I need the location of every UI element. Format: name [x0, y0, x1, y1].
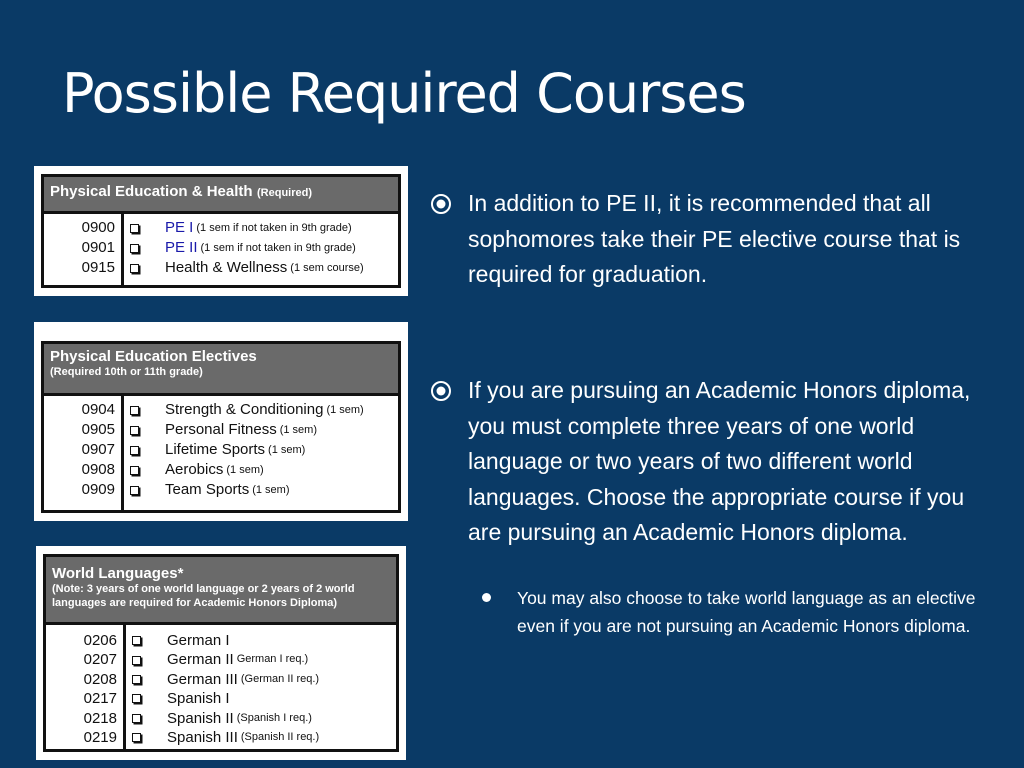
course-row — [132, 689, 396, 708]
course-code: 0218 — [83, 709, 117, 727]
course-note: (1 sem) — [326, 404, 364, 416]
course-name: Personal Fitness — [165, 421, 277, 438]
course-note: (1 sem) — [268, 444, 306, 456]
course-note: (1 sem course) — [290, 262, 364, 274]
course-row — [132, 670, 396, 689]
course-name: Lifetime Sports — [165, 441, 266, 458]
checkbox-icon — [130, 224, 139, 233]
course-name: Aerobics — [165, 461, 224, 478]
course-code: 0915 — [81, 259, 115, 276]
course-code: 0908 — [81, 461, 115, 478]
bullet-item — [430, 373, 990, 551]
course-name: German II — [167, 651, 234, 669]
course-name: Strength & Conditioning — [165, 401, 324, 418]
bullet-item — [430, 186, 990, 293]
checkbox-icon — [130, 446, 139, 455]
sub-bullet-item — [482, 585, 982, 640]
course-code: 0206 — [83, 632, 117, 649]
sub-bullet-text: You may also choose to take world language as an elective even if you are not pursuing an Academic Honors diploma. — [517, 588, 976, 636]
checkbox-icon — [132, 694, 141, 703]
checkbox-icon — [132, 733, 141, 742]
course-code: 0207 — [83, 651, 117, 669]
course-row — [130, 420, 398, 440]
world-languages-card — [36, 546, 406, 760]
pe-health-header-title: Physical Education & Health — [50, 183, 253, 200]
course-row — [130, 238, 398, 258]
course-note: German I req.) — [236, 653, 309, 666]
course-row — [130, 218, 398, 238]
course-row — [132, 728, 396, 747]
course-code: 0909 — [81, 481, 115, 498]
course-row — [132, 650, 396, 669]
checkbox-icon — [130, 264, 139, 273]
course-code: 0900 — [81, 219, 115, 236]
course-row — [130, 460, 398, 480]
checkbox-icon — [130, 486, 139, 495]
course-name: PE I — [165, 219, 194, 236]
course-row — [130, 258, 398, 278]
course-code: 0901 — [81, 239, 115, 256]
course-note: (Spanish I req.) — [236, 711, 312, 724]
pe-electives-courses — [124, 396, 398, 510]
pe-electives-header — [44, 344, 398, 396]
world-languages-header-note: languages are required for Academic Honors Diploma) — [52, 597, 338, 609]
pe-electives-card — [34, 322, 408, 521]
world-languages-courses — [126, 625, 396, 749]
course-code: 0219 — [83, 728, 117, 746]
pe-health-header — [44, 177, 398, 214]
bullet-text: In addition to PE II, it is recommended that all sophomores take their PE elective course that is required for graduation. — [468, 190, 961, 287]
course-code: 0905 — [81, 421, 115, 438]
pe-health-codes — [44, 214, 124, 285]
course-row — [130, 440, 398, 460]
checkbox-icon — [130, 406, 139, 415]
bullet-text: If you are pursuing an Academic Honors diploma, you must complete three years of one world language or two years of two different world languages. Choose the appropriate course if you are pursuing an Academic Honors diploma. — [468, 377, 971, 545]
pe-electives-header-note: (Required 10th or 11th grade) — [50, 366, 203, 378]
slide-title: Possible Required Courses — [62, 62, 746, 125]
pe-health-header-required: (Required) — [257, 187, 313, 199]
course-name: PE II — [165, 239, 198, 256]
course-note: (1 sem) — [252, 484, 290, 496]
course-note: (1 sem) — [279, 424, 317, 436]
checkbox-icon — [132, 714, 141, 723]
course-note: (1 sem) — [226, 464, 264, 476]
course-note: (Spanish II req.) — [240, 730, 320, 743]
dot-bullet-icon — [482, 593, 491, 602]
checkbox-icon — [130, 426, 139, 435]
world-languages-header-note: (Note: 3 years of one world language or 2 years of 2 world — [52, 583, 355, 595]
world-languages-header — [46, 557, 396, 625]
checkbox-icon — [132, 675, 141, 684]
checkbox-icon — [130, 466, 139, 475]
course-note: (1 sem if not taken in 9th grade) — [196, 222, 352, 234]
checkbox-icon — [130, 244, 139, 253]
radio-bullet-icon — [430, 193, 452, 215]
checkbox-icon — [132, 636, 141, 645]
course-code: 0907 — [81, 441, 115, 458]
pe-electives-header-title: Physical Education Electives — [50, 348, 257, 365]
course-code: 0208 — [83, 670, 117, 688]
course-row — [132, 631, 396, 650]
pe-health-courses — [124, 214, 398, 285]
course-name: Health & Wellness — [165, 259, 288, 276]
course-name: German III — [167, 670, 238, 688]
course-code: 0904 — [81, 401, 115, 418]
course-row — [132, 709, 396, 728]
course-note: (German II req.) — [240, 672, 320, 685]
checkbox-icon — [132, 656, 141, 665]
course-name: German I — [167, 632, 230, 649]
course-code: 0217 — [83, 690, 117, 708]
world-languages-codes — [46, 625, 126, 749]
world-languages-header-title: World Languages* — [52, 565, 184, 582]
course-row — [130, 400, 398, 420]
pe-electives-codes — [44, 396, 124, 510]
course-name: Team Sports — [165, 481, 250, 498]
course-note: (1 sem if not taken in 9th grade) — [200, 242, 356, 254]
radio-bullet-icon — [430, 380, 452, 402]
course-name: Spanish I — [167, 690, 230, 708]
course-name: Spanish III — [167, 728, 238, 746]
course-name: Spanish II — [167, 709, 234, 727]
pe-health-card — [34, 166, 408, 296]
course-row — [130, 480, 398, 500]
